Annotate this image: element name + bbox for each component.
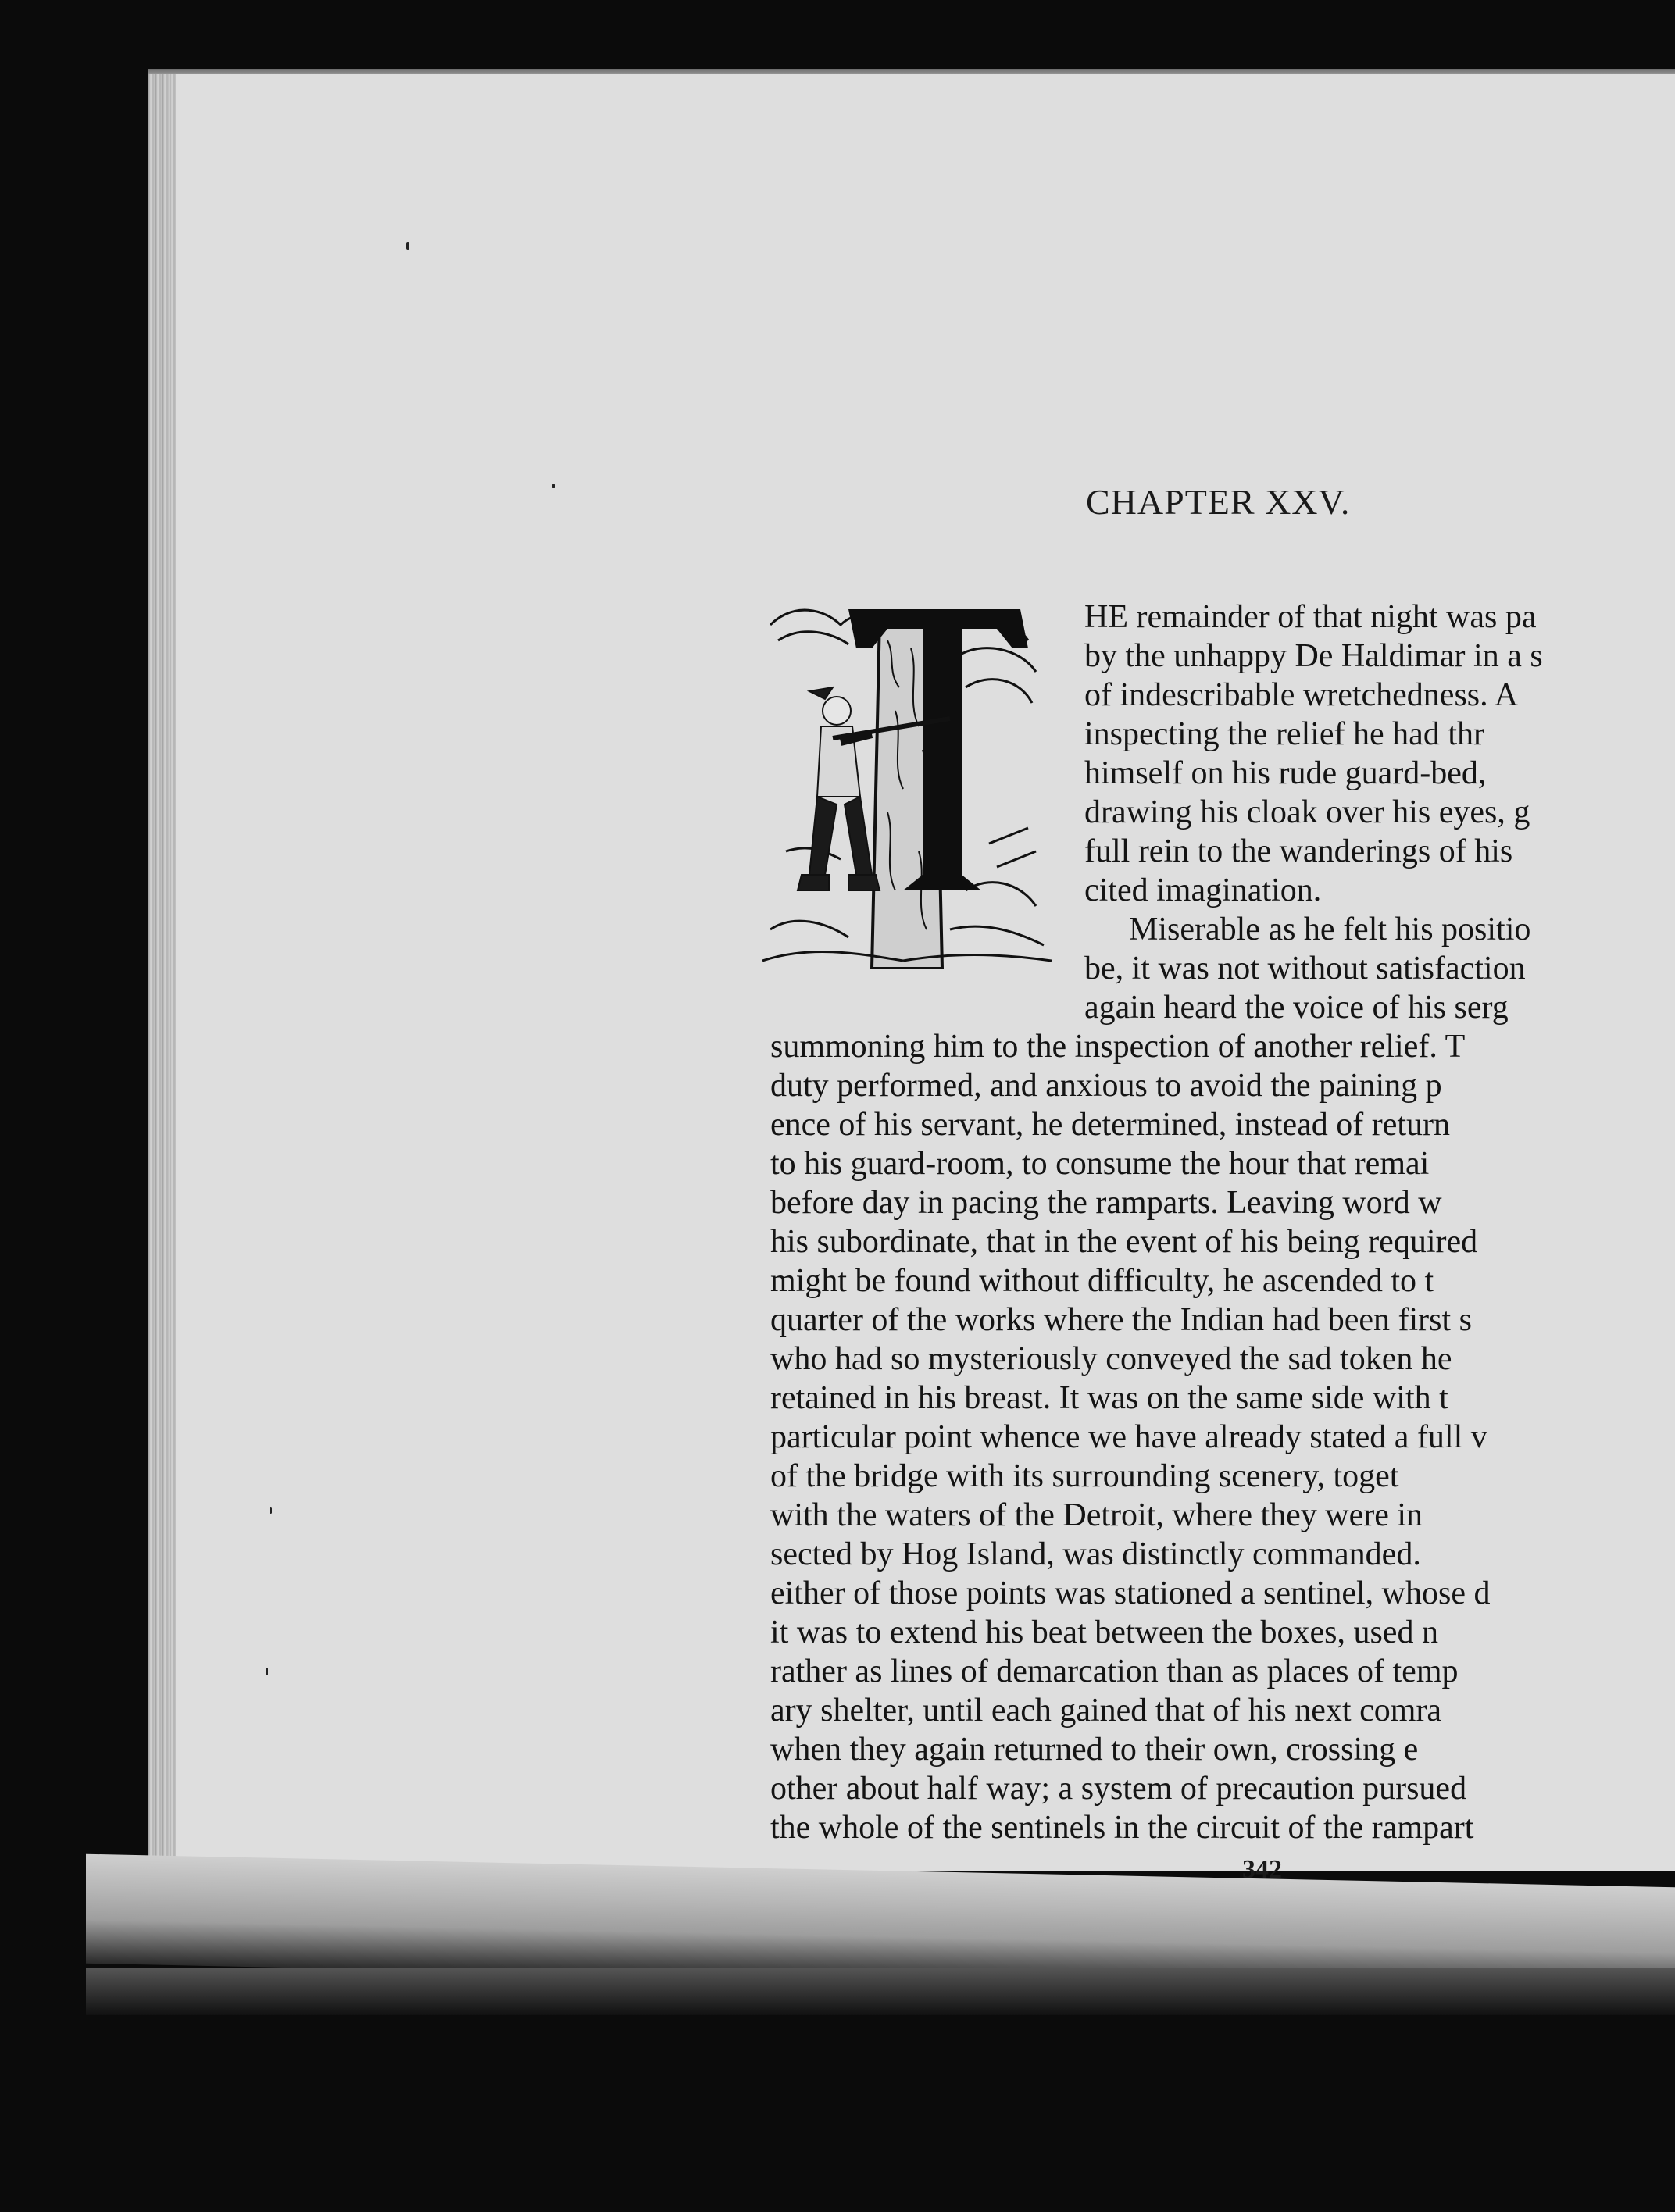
- dust-speck: [270, 1507, 272, 1514]
- body-line-13: duty performed, and anxious to avoid the paining p: [770, 1068, 1442, 1104]
- body-line-9: Miserable as he felt his positio: [1129, 912, 1531, 947]
- page-bottom-edge: [86, 1968, 1675, 2015]
- body-line-15: to his guard-room, to consume the hour that remai: [770, 1146, 1430, 1182]
- body-line-14: ence of his servant, he determined, instead of return: [770, 1107, 1451, 1143]
- dust-speck: [552, 484, 555, 488]
- body-line-23: of the bridge with its surrounding scenery, toget: [770, 1458, 1399, 1494]
- page-number: 342: [1242, 1855, 1282, 1884]
- dust-speck: [406, 242, 409, 250]
- body-line-29: ary shelter, until each gained that of his next comra: [770, 1693, 1442, 1729]
- dust-speck: [266, 1668, 268, 1675]
- body-line-24: with the waters of the Detroit, where they were in: [770, 1497, 1423, 1533]
- body-line-20: who had so mysteriously conveyed the sad token he: [770, 1341, 1452, 1377]
- body-line-12: summoning him to the inspection of another relief. T: [770, 1029, 1466, 1065]
- body-line-6: drawing his cloak over his eyes, g: [1084, 794, 1530, 830]
- body-line-25: sected by Hog Island, was distinctly commanded.: [770, 1536, 1421, 1572]
- body-line-17: his subordinate, that in the event of his being required: [770, 1224, 1478, 1260]
- body-line-7: full rein to the wanderings of his: [1084, 833, 1513, 869]
- body-line-31: other about half way; a system of precaution pursued: [770, 1771, 1467, 1807]
- body-line-5: himself on his rude guard-bed,: [1084, 755, 1487, 791]
- body-line-26: either of those points was stationed a sentinel, whose d: [770, 1575, 1491, 1611]
- body-line-4: inspecting the relief he had thr: [1084, 716, 1484, 752]
- chapter-title: CHAPTER XXV.: [1086, 482, 1351, 522]
- body-line-30: when they again returned to their own, crossing e: [770, 1732, 1419, 1768]
- body-line-10: be, it was not without satisfaction: [1084, 951, 1526, 986]
- body-line-8: cited imagination.: [1084, 872, 1322, 908]
- body-line-32: the whole of the sentinels in the circuit of the rampart: [770, 1810, 1474, 1846]
- body-line-1: HE remainder of that night was pa: [1084, 599, 1537, 635]
- body-line-11: again heard the voice of his serg: [1084, 990, 1509, 1026]
- body-line-16: before day in pacing the ramparts. Leaving word w: [770, 1185, 1442, 1221]
- body-line-27: it was to extend his beat between the boxes, used n: [770, 1614, 1438, 1650]
- body-line-28: rather as lines of demarcation than as places of temp: [770, 1654, 1459, 1689]
- body-line-18: might be found without difficulty, he ascended to t: [770, 1263, 1434, 1299]
- body-line-3: of indescribable wretchedness. A: [1084, 677, 1519, 713]
- dropcap-illustration-icon: [762, 594, 1052, 969]
- body-line-21: retained in his breast. It was on the same side with t: [770, 1380, 1448, 1416]
- body-line-22: particular point whence we have already stated a full v: [770, 1419, 1488, 1455]
- body-line-19: quarter of the works where the Indian had been first s: [770, 1302, 1473, 1338]
- body-line-2: by the unhappy De Haldimar in a s: [1084, 638, 1543, 674]
